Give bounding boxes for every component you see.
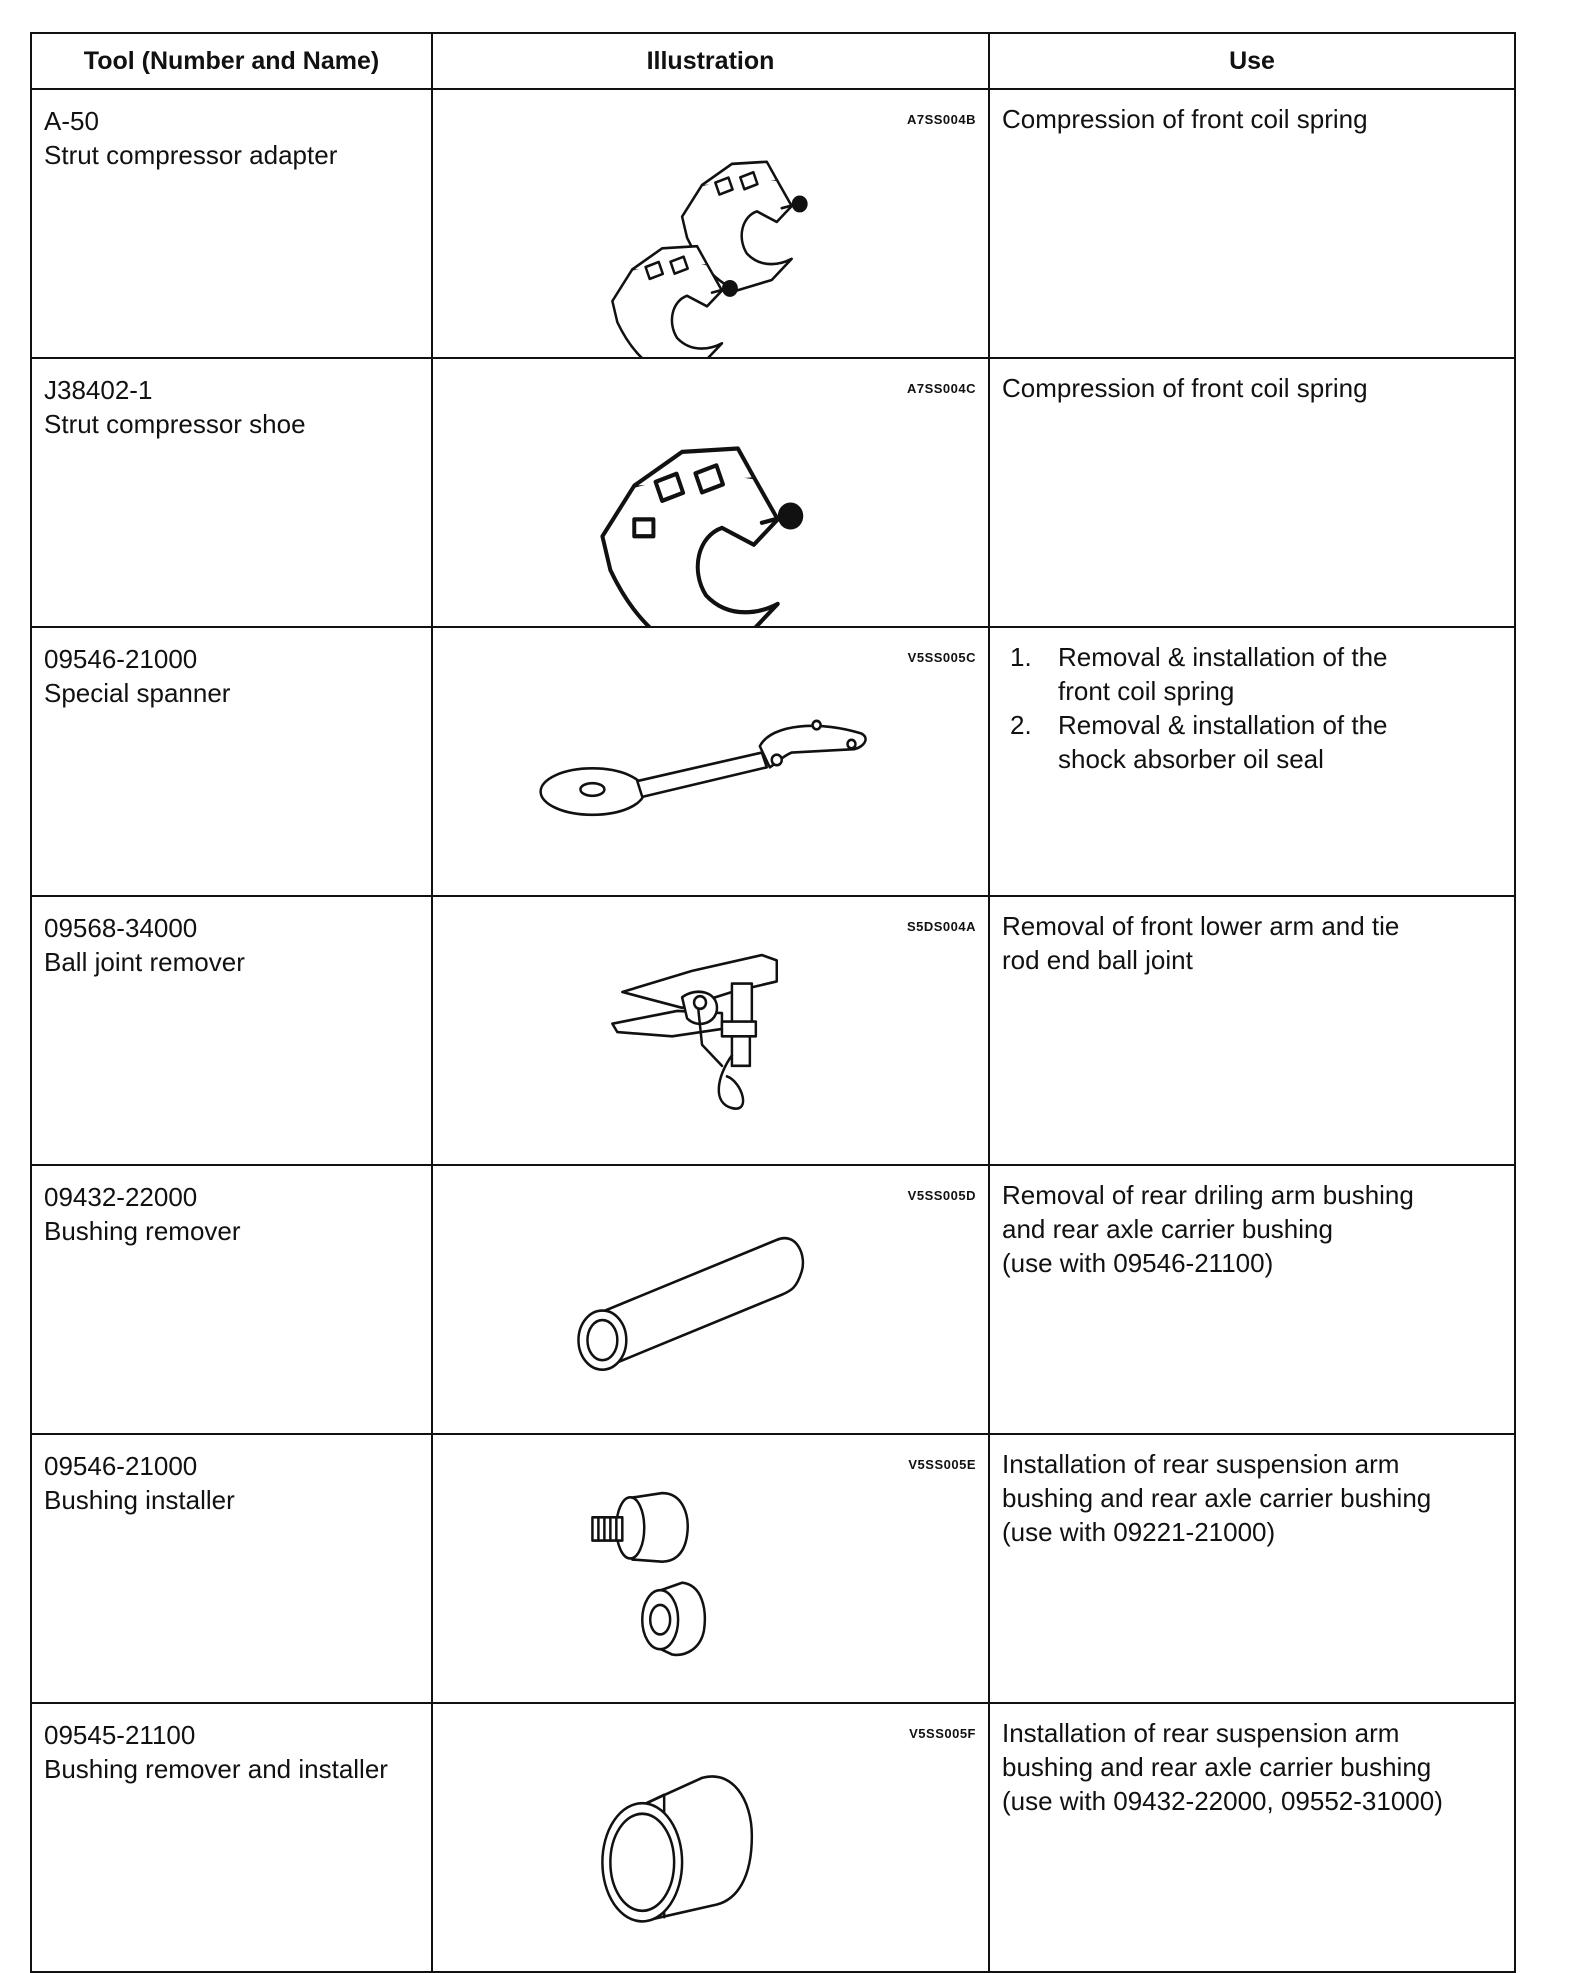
tool-number: 09568-34000: [44, 913, 198, 943]
tool-cell: [31, 358, 432, 627]
tool-cell: [31, 896, 432, 1165]
tool-name: Ball joint remover: [44, 947, 245, 977]
use-cell: [989, 627, 1515, 896]
tool-number: 09432-22000: [44, 1182, 198, 1212]
strut-compressor-adapter-icon: [433, 90, 988, 357]
illustration-code: S5DS004A: [906, 919, 976, 934]
strut-compressor-shoe-icon: [433, 359, 988, 626]
use-text: (use with 09546-21100): [1002, 1248, 1274, 1278]
table-row: [31, 89, 1515, 358]
use-text: Compression of front coil spring: [1002, 373, 1368, 403]
list-item: [1002, 708, 1504, 776]
illustration-cell: [432, 1165, 989, 1434]
illustration-code: V5SS005F: [909, 1726, 976, 1741]
use-text: front coil spring: [1058, 676, 1235, 706]
use-cell: [989, 89, 1515, 358]
table-header-row: [31, 33, 1515, 89]
use-text: Compression of front coil spring: [1002, 104, 1368, 134]
illustration-code: A7SS004B: [906, 112, 976, 127]
tool-cell: [31, 627, 432, 896]
use-text: bushing and rear axle carrier bushing: [1002, 1752, 1432, 1782]
illustration-cell: [432, 89, 989, 358]
table-row: [31, 896, 1515, 1165]
cup-bushing-tool-icon: [433, 1704, 988, 1971]
tool-name: Bushing installer: [44, 1485, 235, 1515]
illustration-code: V5SS005E: [908, 1457, 976, 1472]
use-text: Installation of rear suspension arm: [1002, 1449, 1400, 1479]
table-row: [31, 627, 1515, 896]
use-text: (use with 09432-22000, 09552-31000): [1002, 1786, 1443, 1816]
table-row: [31, 1165, 1515, 1434]
use-text: Removal of front lower arm and tie: [1002, 911, 1400, 941]
tool-number: A-50: [44, 106, 99, 136]
use-text: bushing and rear axle carrier bushing: [1002, 1483, 1432, 1513]
use-text: shock absorber oil seal: [1058, 744, 1324, 774]
tool-number: 09546-21000: [44, 644, 198, 674]
illustration-cell: [432, 1434, 989, 1703]
use-list: [1002, 640, 1504, 776]
tool-number: 09546-21000: [44, 1451, 198, 1481]
header-tool: Tool (Number and Name): [31, 33, 432, 89]
illustration-cell: [432, 627, 989, 896]
table-row: [31, 1703, 1515, 1972]
special-tools-table: [30, 32, 1516, 1973]
ball-joint-remover-icon: [433, 897, 988, 1164]
tool-number: 09545-21100: [44, 1720, 196, 1750]
bushing-installer-icon: [433, 1435, 988, 1702]
use-cell: [989, 896, 1515, 1165]
use-cell: [989, 358, 1515, 627]
table-row: [31, 1434, 1515, 1703]
illustration-code: A7SS004C: [906, 381, 976, 396]
tool-cell: [31, 1434, 432, 1703]
tool-name: Bushing remover and installer: [44, 1754, 388, 1784]
illustration-cell: [432, 358, 989, 627]
illustration-code: V5SS005C: [907, 650, 976, 665]
tool-cell: [31, 1703, 432, 1972]
use-text: Removal of rear driling arm bushing: [1002, 1180, 1414, 1210]
use-text: rod end ball joint: [1002, 945, 1193, 975]
tool-cell: [31, 1165, 432, 1434]
list-index: 1.: [1010, 642, 1032, 672]
tool-name: Bushing remover: [44, 1216, 241, 1246]
tool-name: Strut compressor shoe: [44, 409, 306, 439]
use-text: (use with 09221-21000): [1002, 1517, 1276, 1547]
tool-cell: [31, 89, 432, 358]
hook-spanner-icon: [433, 628, 988, 895]
table-row: [31, 358, 1515, 627]
tool-number: J38402-1: [44, 375, 153, 405]
header-illustration: Illustration: [432, 33, 989, 89]
list-item: [1002, 640, 1504, 708]
header-use: Use: [989, 33, 1515, 89]
use-text: Removal & installation of the: [1058, 642, 1388, 672]
illustration-cell: [432, 896, 989, 1165]
use-cell: [989, 1703, 1515, 1972]
use-cell: [989, 1165, 1515, 1434]
list-index: 2.: [1010, 710, 1032, 740]
tool-name: Strut compressor adapter: [44, 140, 338, 170]
use-text: and rear axle carrier bushing: [1002, 1214, 1333, 1244]
use-text: Installation of rear suspension arm: [1002, 1718, 1400, 1748]
tube-bushing-remover-icon: [433, 1166, 988, 1433]
illustration-cell: [432, 1703, 989, 1972]
use-cell: [989, 1434, 1515, 1703]
illustration-code: V5SS005D: [907, 1188, 976, 1203]
use-text: Removal & installation of the: [1058, 710, 1388, 740]
tool-name: Special spanner: [44, 678, 231, 708]
